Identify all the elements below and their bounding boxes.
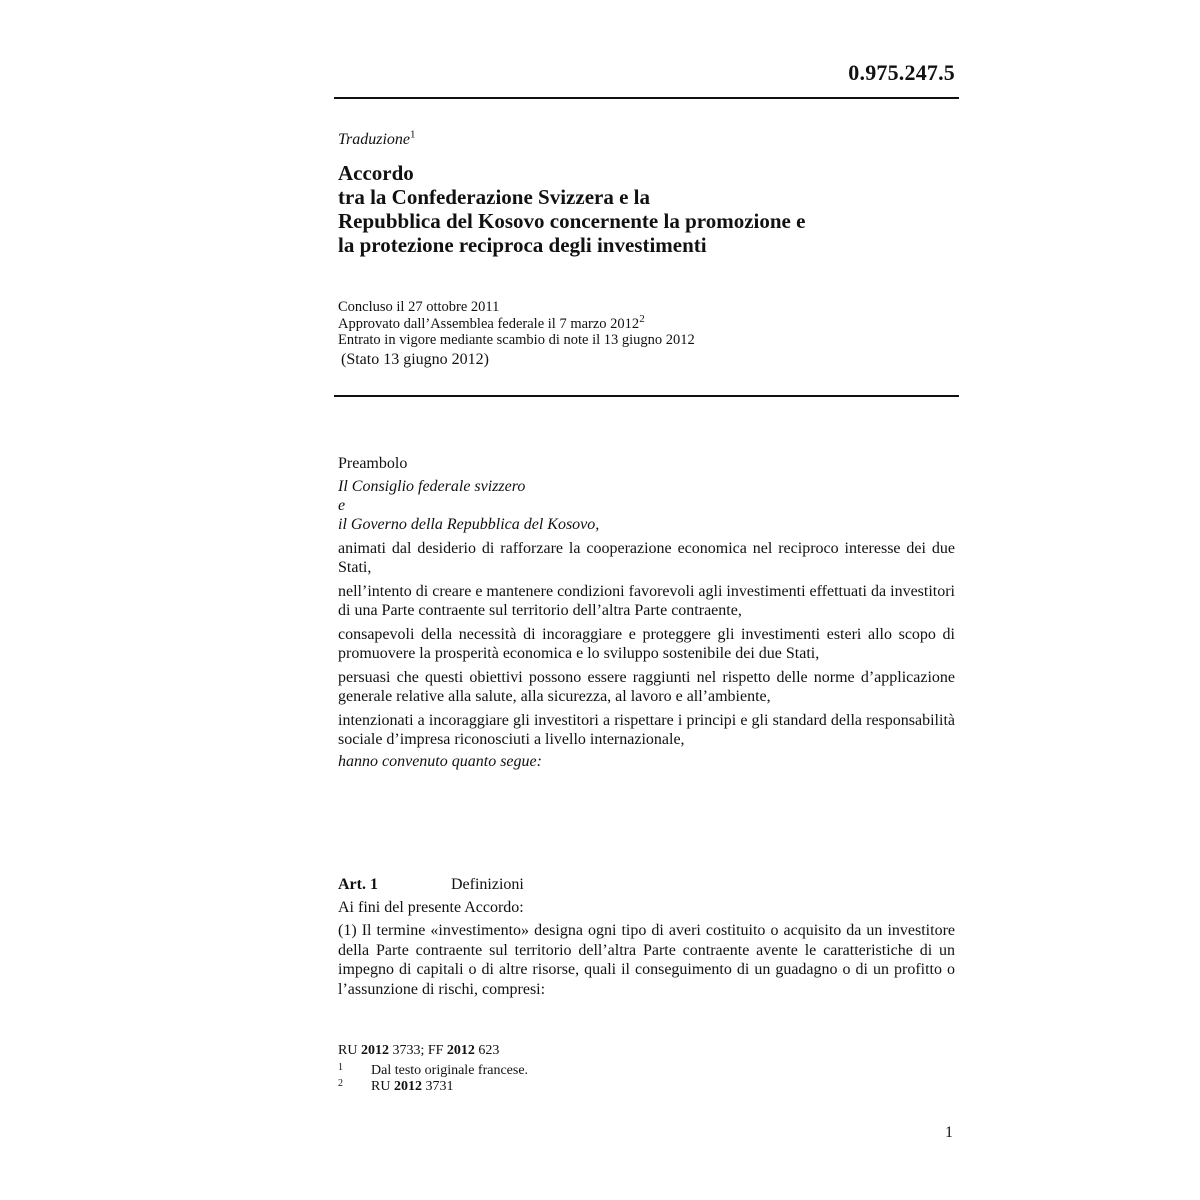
article-number: Art. 1 [338,876,378,893]
footnote-ref-2[interactable]: 2 [639,312,645,325]
top-rule [334,97,959,99]
preamble-closing: hanno convenuto quanto segue: [338,753,542,770]
footnotes [338,1043,955,1095]
title-line: tra la Confederazione Svizzera e la [338,185,650,209]
concluded-date: Concluso il 27 ottobre 2011 [338,299,500,315]
header-bottom-rule [334,395,959,397]
title-line: Repubblica del Kosovo concernente la promozione e [338,209,806,233]
preamble-paragraph: intenzionati a incoraggiare gli investitori a rispettare i principi e gli standard della responsabilità sociale d’impresa riconosciuti a livello internazionale, [338,712,955,748]
article-intro: Ai fini del presente Accordo: [338,898,524,916]
article-heading [338,875,955,895]
party-kosovo: il Governo della Repubblica del Kosovo, [338,516,600,533]
preamble-paragraph: consapevoli della necessità di incoraggiare e proteggere gli investimenti esteri allo scopo di promuovere la prosperità economica e lo sviluppo sostenibile dei due Stati, [338,626,955,662]
page-number: 1 [945,1124,953,1141]
footnote-1 [338,1063,955,1079]
article-title: Definizioni [451,876,524,893]
title-line: Accordo [338,161,414,185]
preamble [338,454,955,771]
approved-date: Approvato dall’Assemblea federale il 7 marzo 2012$^2$ [338,312,645,332]
footnote-mark: 2 [338,1078,343,1089]
preamble-heading: Preambolo [338,455,408,472]
title-line: la protezione reciproca degli investimenti [338,233,707,257]
party-switzerland: Il Consiglio federale svizzero [338,478,526,495]
status-date: (Stato 13 giugno 2012) [341,350,489,368]
footnote-text: Dal testo originale francese. [371,1063,529,1078]
footnote-mark: 1 [338,1062,343,1073]
preamble-paragraph: persuasi che questi obiettivi possono essere raggiunti nel rispetto delle norme d’applicazione generale relative alla salute, alla sicurezza, al lavoro e all’ambiente, [338,669,955,705]
article-paragraph: (1) Il termine «investimento» designa ogni tipo di averi costituito o acquisito da un investitore della Parte contraente sul territorio dell’altra Parte contraente avente le caratteristiche di un impegno di capitali o di altre risorse, quali il conseguimento di un guadagno o di un profitto o l’assunzione di rischi, compresi: [338,922,955,998]
article-1 [338,875,955,999]
document-title [338,161,958,257]
footnote-ref-1[interactable]: 1 [410,128,416,141]
official-reference: RU 2012 3733; FF 2012 623 [338,1043,500,1058]
document-metadata [338,299,958,368]
sr-number: 0.975.247.5 [848,60,955,85]
footnote-2 [338,1079,955,1095]
entry-into-force: Entrato in vigore mediante scambio di note il 13 giugno 2012 [338,332,695,348]
translation-label: Traduzione$^1$ [338,128,416,148]
footnote-text: RU 2012 3731 [371,1079,454,1094]
party-conjunction: e [338,497,346,514]
preamble-paragraph: animati dal desiderio di rafforzare la cooperazione economica nel reciproco interesse dei due Stati, [338,540,955,576]
preamble-paragraph: nell’intento di creare e mantenere condizioni favorevoli agli investimenti effettuati da investitori di una Parte contraente sul territorio dell’altra Parte contraente, [338,583,955,619]
document-header [338,128,958,257]
